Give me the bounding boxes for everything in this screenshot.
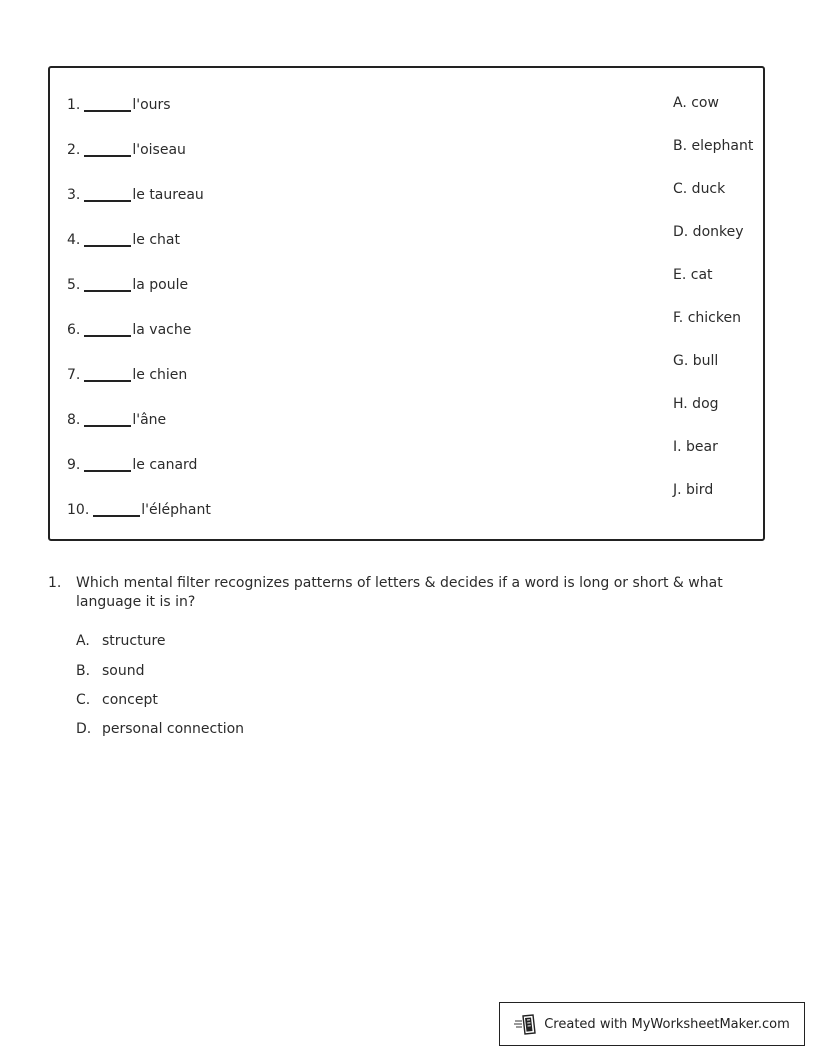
match-right-item-g: G. bull <box>673 353 719 369</box>
item-number: 7. <box>67 367 81 383</box>
item-number: 9. <box>67 457 81 473</box>
option-text: personal connection <box>102 721 245 737</box>
item-number: 8. <box>67 412 81 428</box>
french-word: l'âne <box>132 412 167 428</box>
answer-blank[interactable] <box>84 458 131 472</box>
worksheet-maker-logo-icon <box>514 1012 538 1036</box>
option-d[interactable] <box>76 721 244 737</box>
match-right-item-a: A. cow <box>673 95 719 111</box>
match-left-item-5 <box>67 275 188 293</box>
match-right-item-f: F. chicken <box>673 310 741 326</box>
match-right-item-d: D. donkey <box>673 224 744 240</box>
french-word: le chien <box>132 367 188 383</box>
item-number: 2. <box>67 142 81 158</box>
match-left-item-8 <box>67 410 166 428</box>
match-right-item-j: J. bird <box>673 482 714 498</box>
option-a[interactable] <box>76 633 166 649</box>
option-text: structure <box>102 633 166 649</box>
match-left-item-10 <box>67 500 211 518</box>
answer-blank[interactable] <box>84 143 131 157</box>
option-c[interactable] <box>76 692 158 708</box>
french-word: le chat <box>132 232 180 248</box>
answer-blank[interactable] <box>84 323 131 337</box>
option-letter: C. <box>76 692 91 708</box>
french-word: le canard <box>132 457 198 473</box>
match-left-item-6 <box>67 320 191 338</box>
item-number: 5. <box>67 277 81 293</box>
answer-blank[interactable] <box>84 188 131 202</box>
option-letter: B. <box>76 663 91 679</box>
match-left-item-3 <box>67 185 204 203</box>
match-right-item-b: B. elephant <box>673 138 754 154</box>
match-left-item-7 <box>67 365 187 383</box>
option-text: sound <box>102 663 145 679</box>
french-word: la poule <box>132 277 189 293</box>
item-number: 10. <box>67 502 90 518</box>
french-word: l'éléphant <box>141 502 211 518</box>
answer-blank[interactable] <box>84 278 131 292</box>
match-left-item-1 <box>67 95 171 113</box>
match-right-item-i: I. bear <box>673 439 718 455</box>
match-right-item-h: H. dog <box>673 396 719 412</box>
footer-credit <box>499 1002 805 1046</box>
item-number: 3. <box>67 187 81 203</box>
match-left-item-2 <box>67 140 186 158</box>
match-right-item-c: C. duck <box>673 181 726 197</box>
option-letter: D. <box>76 721 92 737</box>
match-left-item-4 <box>67 230 180 248</box>
item-number: 6. <box>67 322 81 338</box>
option-text: concept <box>102 692 158 708</box>
option-letter: A. <box>76 633 90 649</box>
match-right-item-e: E. cat <box>673 267 713 283</box>
french-word: l'ours <box>132 97 171 113</box>
match-left-item-9 <box>67 455 197 473</box>
question-text: Which mental filter recognizes patterns of letters & decides if a word is long or short & what language it is in? <box>76 575 723 610</box>
option-b[interactable] <box>76 663 145 679</box>
answer-blank[interactable] <box>84 233 131 247</box>
french-word: la vache <box>132 322 192 338</box>
answer-blank[interactable] <box>93 503 140 517</box>
answer-blank[interactable] <box>84 368 131 382</box>
question-number: 1. <box>48 575 62 591</box>
item-number: 1. <box>67 97 81 113</box>
answer-blank[interactable] <box>84 413 131 427</box>
answer-blank[interactable] <box>84 98 131 112</box>
footer-text: Created with MyWorksheetMaker.com <box>544 1016 790 1032</box>
french-word: l'oiseau <box>132 142 186 158</box>
matching-box <box>48 66 765 541</box>
item-number: 4. <box>67 232 81 248</box>
french-word: le taureau <box>132 187 204 203</box>
